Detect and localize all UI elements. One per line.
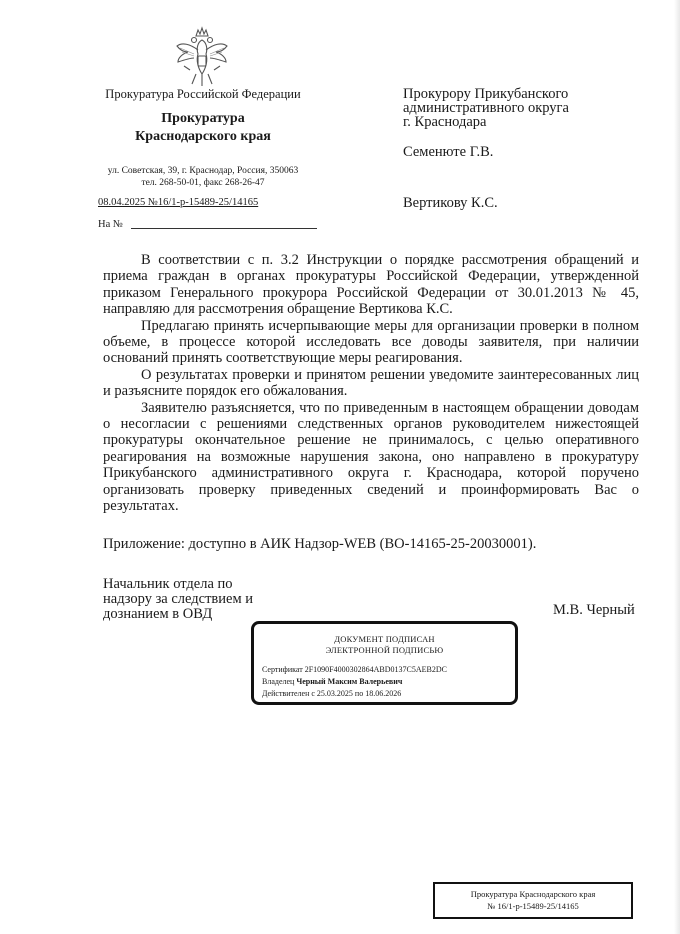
na-label: На № xyxy=(98,219,123,230)
recipient-line-1: Прокурору Прикубанского xyxy=(403,86,569,102)
org-name-line-1: Прокуратура xyxy=(161,111,245,126)
org-name-line-2: Краснодарского края xyxy=(135,129,271,144)
stamp-certificate xyxy=(262,665,447,674)
org-name xyxy=(94,110,312,146)
paragraph-1: В соответствии с п. 3.2 Инструкции о порядке рассмотрения обращений и приема граждан в органах прокуратуры Российской Федерации, утвержденной приказом Генерального прокурора Российской Федерации от 30.01.2013 № 45, направляю для рассмотрения обращение Вертикова К.С. xyxy=(103,252,639,318)
position-line-3: дознанием в ОВД xyxy=(103,606,213,622)
cert-value: 2F1090F4000302864ABD0137C5AEB2DC xyxy=(304,665,447,674)
reg-stamp-line-2: № 16/1-р-15489-25/14165 xyxy=(487,901,579,911)
owner-value: Черный Максим Валерьевич xyxy=(296,677,403,686)
address-line-2: тел. 268-50-01, факс 268-26-47 xyxy=(141,178,265,188)
signatory-position xyxy=(103,577,253,622)
valid-to-label: по xyxy=(354,689,364,698)
recipient-line-2: административного округа xyxy=(403,100,569,116)
stamp-title-2: ЭЛЕКТРОННОЙ ПОДПИСЬЮ xyxy=(325,645,444,655)
recipient-block xyxy=(403,87,569,129)
recipient-line-3: г. Краснодара xyxy=(403,114,487,130)
paragraph-4: Заявителю разъясняется, что по приведенным в настоящем обращении доводам о несогласии с решениями следственных органов руководителем нижестоящей прокуратуры окончательное решение не принималось, с целью оперативного реагирования на возможные нарушения закона, оно направлено в прокуратуру Прикубанского административного округа г. Краснодара, которой поручено организовать проверку приведенных сведений и проинформировать Вас о результатах. xyxy=(103,399,639,515)
org-address xyxy=(94,165,312,189)
double-headed-eagle-icon xyxy=(174,26,230,88)
registration-stamp xyxy=(433,882,633,919)
appendix-line: Приложение: доступно в АИК Надзор-WEB (ВО-14165-25-20030001). xyxy=(103,536,537,552)
date-number: 08.04.2025 №16/1-р-15489-25/14165 xyxy=(98,197,259,208)
letter-body xyxy=(103,252,639,515)
stamp-title-1: ДОКУМЕНТ ПОДПИСАН xyxy=(334,634,435,644)
recipient-name: Семенюте Г.В. xyxy=(403,144,494,160)
owner-label: Владелец xyxy=(262,677,295,686)
valid-label: Действителен с xyxy=(262,689,315,698)
position-line-1: Начальник отдела по xyxy=(103,576,233,592)
page-edge-shadow xyxy=(674,0,680,934)
registration-line xyxy=(98,197,258,208)
position-line-2: надзору за следствием и xyxy=(103,591,254,607)
cert-label: Сертификат xyxy=(262,665,303,674)
paragraph-3: О результатах проверки и принятом решении уведомите заинтересованных лиц и разъясните порядок его обжалования. xyxy=(103,366,639,400)
stamp-validity xyxy=(262,689,401,698)
e-signature-stamp xyxy=(251,621,518,705)
stamp-owner xyxy=(262,677,402,686)
valid-to: 18.06.2026 xyxy=(365,689,402,698)
reply-to-line xyxy=(98,219,317,230)
address-line-1: ул. Советская, 39, г. Краснодар, Россия, 350063 xyxy=(107,166,299,176)
org-line: Прокуратура Российской Федерации xyxy=(105,87,301,101)
paragraph-2: Предлагаю принять исчерпывающие меры для организации проверки в полном объеме, в процессе которой исследовать все доводы заявителя, при наличии оснований принять соответствующие меры реагирования. xyxy=(103,317,639,367)
valid-from: 25.03.2025 xyxy=(316,689,353,698)
reg-stamp-line-1: Прокуратура Краснодарского края xyxy=(470,889,596,899)
addressee-name: Вертикову К.С. xyxy=(403,195,498,211)
signatory-name: М.В. Черный xyxy=(553,602,635,618)
reply-number-blank xyxy=(131,228,317,229)
